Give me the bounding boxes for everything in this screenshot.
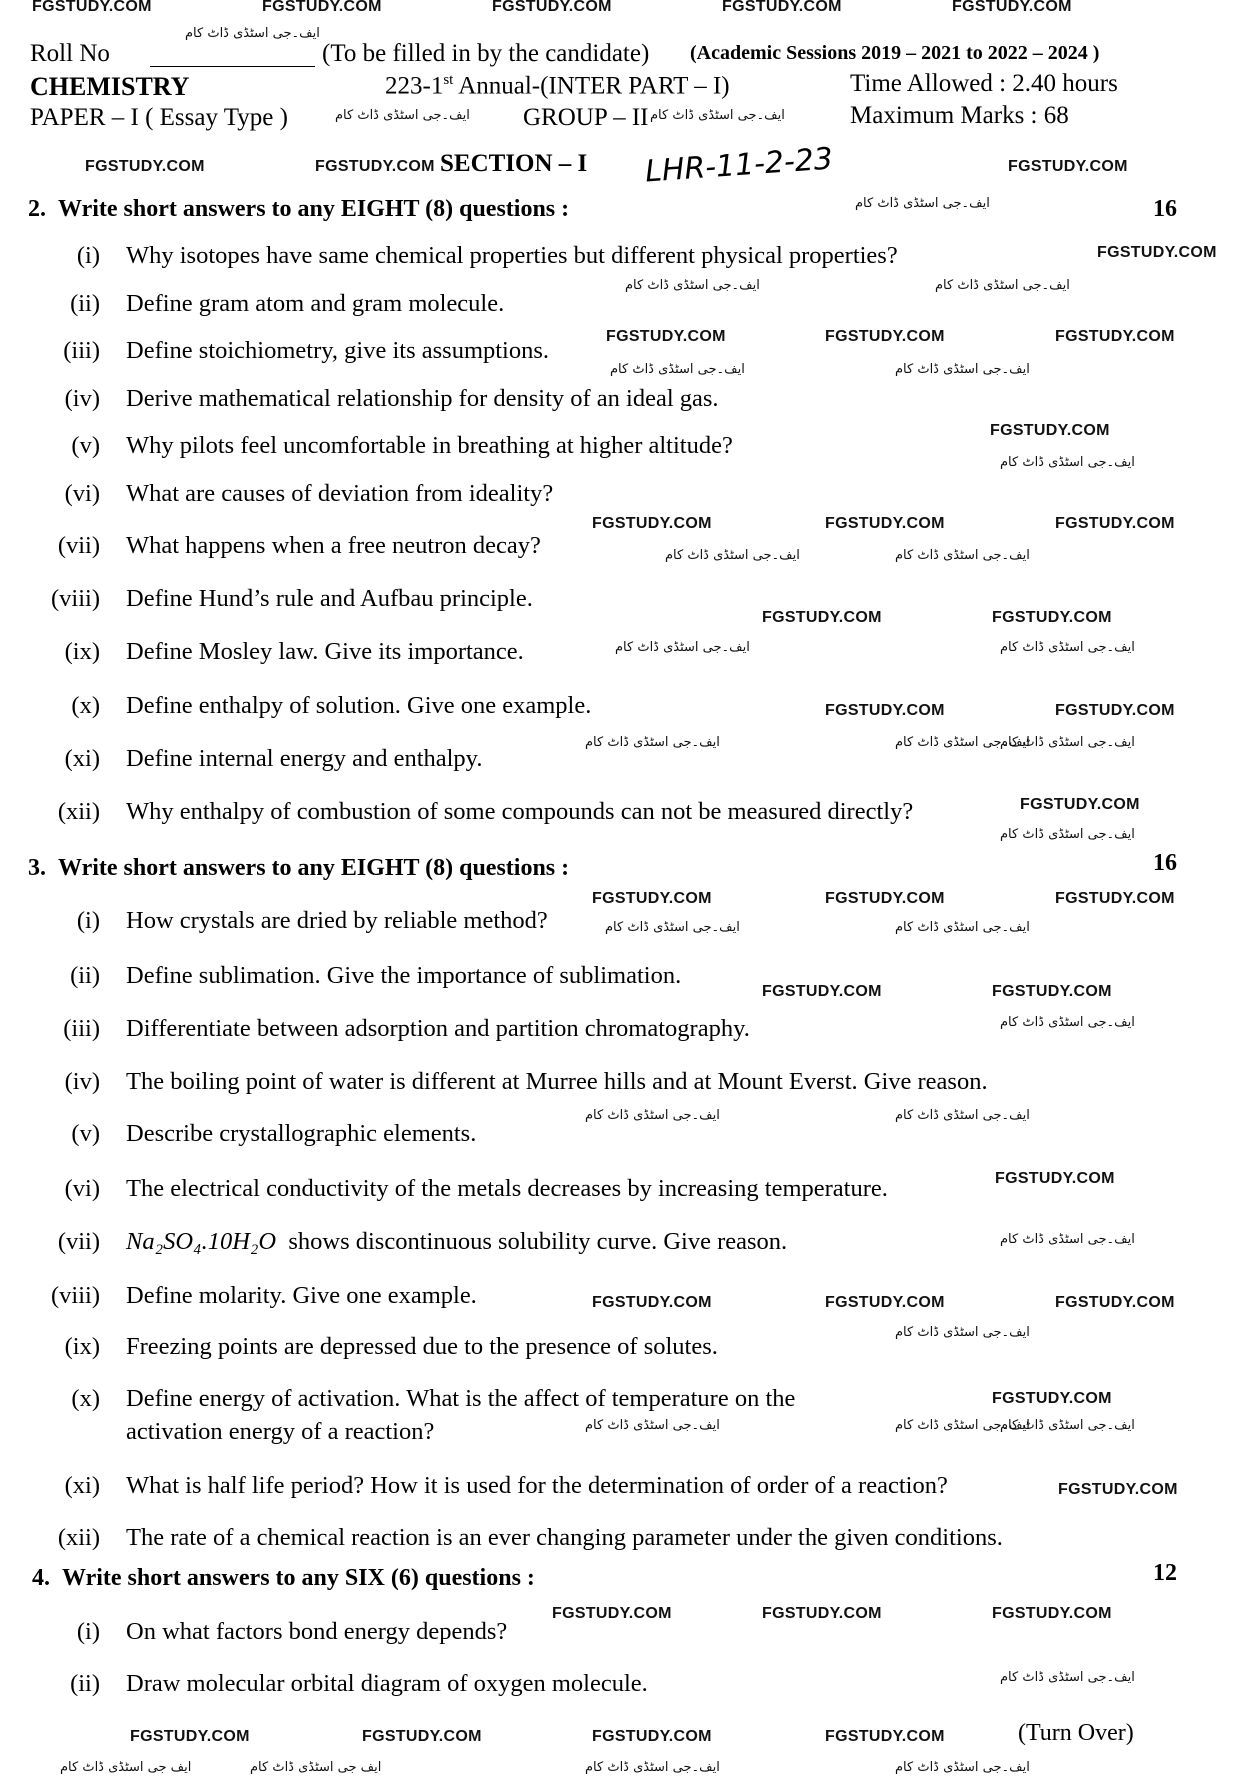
group-label: GROUP – II — [523, 104, 649, 131]
watermark: FGSTUDY.COM — [1008, 158, 1128, 175]
watermark: FGSTUDY.COM — [606, 328, 726, 345]
part-text: Define Hund’s rule and Aufbau principle. — [126, 585, 533, 612]
question-2-part — [40, 480, 1210, 514]
part-number: (iii) — [63, 337, 100, 364]
watermark: FGSTUDY.COM — [995, 1170, 1115, 1187]
question-2-part — [40, 385, 1210, 419]
watermark: FGSTUDY.COM — [592, 515, 712, 532]
watermark-urdu: ایف۔جی اسٹڈی ڈاٹ کام — [1000, 1015, 1135, 1030]
watermark: FGSTUDY.COM — [825, 702, 945, 719]
watermark-urdu: ایف۔جی اسٹڈی ڈاٹ کام — [615, 640, 750, 655]
part-text: How crystals are dried by reliable method? — [126, 907, 548, 934]
academic-sessions: (Academic Sessions 2019 – 2021 to 2022 – 2024 ) — [690, 42, 1100, 64]
part-number: (viii) — [51, 585, 100, 612]
watermark-urdu: ایف۔جی اسٹڈی ڈاٹ کام — [1000, 735, 1135, 750]
watermark-urdu: ایف۔جی اسٹڈی ڈاٹ کام — [1000, 827, 1135, 842]
part-text: The boiling point of water is different at Murree hills and at Mount Everst. Give reason. — [126, 1068, 988, 1095]
part-text: What are causes of deviation from ideality? — [126, 480, 554, 507]
watermark-urdu: ایف۔جی اسٹڈی ڈاٹ کام — [895, 1325, 1030, 1340]
part-text: Why isotopes have same chemical properties but different physical properties? — [126, 242, 898, 269]
question-3-heading: 3. Write short answers to any EIGHT (8) questions : — [28, 855, 570, 881]
watermark: FGSTUDY.COM — [825, 328, 945, 345]
part-number: (viii) — [51, 1282, 100, 1309]
watermark-urdu: ایف۔جی اسٹڈی ڈاٹ کام — [895, 548, 1030, 563]
watermark: FGSTUDY.COM — [1055, 890, 1175, 907]
question-2-part — [40, 290, 1210, 324]
watermark-urdu: ایف جی اسٹڈی ڈاٹ کام — [60, 1760, 192, 1775]
roll-no-label: Roll No — [30, 40, 110, 67]
watermark: FGSTUDY.COM — [1055, 328, 1175, 345]
question-4-heading: 4. Write short answers to any SIX (6) questions : — [32, 1565, 535, 1591]
watermark: FGSTUDY.COM — [825, 1294, 945, 1311]
part-text: Draw molecular orbital diagram of oxygen molecule. — [126, 1670, 648, 1697]
part-text: Differentiate between adsorption and partition chromatography. — [126, 1015, 750, 1042]
watermark-urdu: ایف۔جی اسٹڈی ڈاٹ کام — [1000, 640, 1135, 655]
part-number: (v) — [71, 432, 100, 459]
part-text: Derive mathematical relationship for density of an ideal gas. — [126, 385, 719, 412]
part-text: Why pilots feel uncomfortable in breathing at higher altitude? — [126, 432, 733, 459]
part-number: (xi) — [64, 745, 100, 772]
watermark: FGSTUDY.COM — [992, 1605, 1112, 1622]
watermark-urdu: ایف۔جی اسٹڈی ڈاٹ کام — [665, 548, 800, 563]
subject-title: CHEMISTRY — [30, 72, 190, 101]
watermark: FGSTUDY.COM — [85, 158, 205, 175]
watermark: FGSTUDY.COM — [1055, 1294, 1175, 1311]
question-2-part — [40, 242, 1210, 276]
part-number: (xi) — [64, 1472, 100, 1499]
watermark: FGSTUDY.COM — [1020, 796, 1140, 813]
watermark: FGSTUDY.COM — [825, 890, 945, 907]
watermark-urdu: ایف۔جی اسٹڈی ڈاٹ کام — [585, 1108, 720, 1123]
part-number: (vi) — [64, 1175, 100, 1202]
part-text: Describe crystallographic elements. — [126, 1120, 477, 1147]
watermark-urdu: ایف۔جی اسٹڈی ڈاٹ کام — [895, 1108, 1030, 1123]
question-3-part — [40, 1524, 1210, 1558]
part-number: (ix) — [64, 1333, 100, 1360]
watermark: FGSTUDY.COM — [990, 422, 1110, 439]
part-text: Define molarity. Give one example. — [126, 1282, 477, 1309]
part-number: (i) — [76, 907, 100, 934]
handwritten-note: LHR-11-2-23 — [644, 141, 835, 190]
part-number: (ii) — [70, 290, 100, 317]
watermark: FGSTUDY.COM — [825, 515, 945, 532]
part-text: Define internal energy and enthalpy. — [126, 745, 483, 772]
watermark: FGSTUDY.COM — [762, 1605, 882, 1622]
watermark-urdu: ایف۔جی اسٹڈی ڈاٹ کام — [895, 1418, 1030, 1433]
watermark-urdu: ایف۔جی اسٹڈی ڈاٹ کام — [585, 735, 720, 750]
part-number: (v) — [71, 1120, 100, 1147]
watermark-urdu: ایف۔جی اسٹڈی ڈاٹ کام — [585, 1418, 720, 1433]
watermark: FGSTUDY.COM — [592, 1728, 712, 1745]
part-number: (x) — [71, 692, 100, 719]
chemical-formula: Na₂SO₄.10H₂O — [126, 1228, 277, 1255]
part-text: Define Mosley law. Give its importance. — [126, 638, 524, 665]
watermark-urdu: ایف۔جی اسٹڈی ڈاٹ کام — [1000, 1670, 1135, 1685]
paper-type: PAPER – I ( Essay Type ) — [30, 104, 288, 131]
watermark-urdu: ایف۔جی اسٹڈی ڈاٹ کام — [650, 108, 785, 123]
watermark: FGSTUDY.COM — [1058, 1481, 1178, 1498]
part-number: (iv) — [64, 1068, 100, 1095]
part-text: activation energy of a reaction? — [126, 1418, 435, 1445]
question-3-part — [40, 1120, 1210, 1154]
part-text: The rate of a chemical reaction is an ever changing parameter under the given conditions. — [126, 1524, 1003, 1551]
watermark-urdu: ایف۔جی اسٹڈی ڈاٹ کام — [855, 196, 990, 211]
watermark: FGSTUDY.COM — [362, 1728, 482, 1745]
question-4-marks: 12 — [1153, 1560, 1177, 1586]
watermark-urdu: ایف۔جی اسٹڈی ڈاٹ کام — [935, 278, 1070, 293]
part-text: Define energy of activation. What is the affect of temperature on the — [126, 1385, 796, 1412]
roll-no-blank — [150, 66, 315, 67]
time-allowed: Time Allowed : 2.40 hours — [850, 70, 1118, 97]
watermark-urdu: ایف۔جی اسٹڈی ڈاٹ کام — [895, 920, 1030, 935]
question-2-part — [40, 745, 1210, 779]
part-text: On what factors bond energy depends? — [126, 1618, 508, 1645]
part-number: (ii) — [70, 962, 100, 989]
question-2-marks: 16 — [1153, 196, 1177, 222]
watermark: FGSTUDY.COM — [762, 983, 882, 1000]
part-number: (iii) — [63, 1015, 100, 1042]
part-number: (ii) — [70, 1670, 100, 1697]
part-number: (x) — [71, 1385, 100, 1412]
part-number: (i) — [76, 1618, 100, 1645]
part-number: (vi) — [64, 480, 100, 507]
watermark: FGSTUDY.COM — [992, 983, 1112, 1000]
watermark: FGSTUDY.COM — [762, 609, 882, 626]
question-4-part — [40, 1618, 1210, 1652]
part-text: The electrical conductivity of the metals decreases by increasing temperature. — [126, 1175, 888, 1202]
part-number: (iv) — [64, 385, 100, 412]
watermark: FGSTUDY.COM — [992, 1390, 1112, 1407]
watermark: FGSTUDY.COM — [952, 0, 1072, 15]
watermark: FGSTUDY.COM — [492, 0, 612, 15]
watermark-urdu: ایف۔جی اسٹڈی ڈاٹ کام — [585, 1760, 720, 1775]
question-2-heading: 2. Write short answers to any EIGHT (8) questions : — [28, 196, 570, 222]
watermark: FGSTUDY.COM — [32, 0, 152, 15]
watermark: FGSTUDY.COM — [1055, 702, 1175, 719]
part-number: (vii) — [57, 1228, 100, 1255]
part-text: Freezing points are depressed due to the presence of solutes. — [126, 1333, 718, 1360]
watermark: FGSTUDY.COM — [992, 609, 1112, 626]
watermark: FGSTUDY.COM — [722, 0, 842, 15]
watermark-urdu: ایف۔جی اسٹڈی ڈاٹ کام — [895, 1760, 1030, 1775]
part-number: (xii) — [57, 1524, 100, 1551]
part-number: (ix) — [64, 638, 100, 665]
watermark-urdu: ایف۔جی اسٹڈی ڈاٹ کام — [1000, 455, 1135, 470]
watermark-urdu: ایف جی اسٹڈی ڈاٹ کام — [250, 1760, 382, 1775]
watermark: FGSTUDY.COM — [592, 1294, 712, 1311]
watermark-urdu: ایف۔جی اسٹڈی ڈاٹ کام — [185, 26, 320, 41]
watermark-urdu: ایف۔جی اسٹڈی ڈاٹ کام — [895, 362, 1030, 377]
question-3-marks: 16 — [1153, 850, 1177, 876]
watermark: FGSTUDY.COM — [592, 890, 712, 907]
part-number: (vii) — [57, 532, 100, 559]
exam-title: 223-1st Annual-(INTER PART – I) — [385, 72, 730, 100]
question-2-part — [40, 692, 1210, 726]
part-text: Na₂SO₄.10H₂O shows discontinuous solubility curve. Give reason. — [126, 1228, 788, 1255]
watermark: FGSTUDY.COM — [1097, 244, 1217, 261]
section-title: SECTION – I — [440, 150, 588, 177]
watermark-urdu: ایف۔جی اسٹڈی ڈاٹ کام — [610, 362, 745, 377]
watermark-urdu: ایف۔جی اسٹڈی ڈاٹ کام — [605, 920, 740, 935]
maximum-marks: Maximum Marks : 68 — [850, 102, 1069, 129]
part-text: Define gram atom and gram molecule. — [126, 290, 505, 317]
question-3-part — [40, 1333, 1210, 1367]
part-number: (xii) — [57, 798, 100, 825]
watermark: FGSTUDY.COM — [552, 1605, 672, 1622]
watermark-urdu: ایف۔جی اسٹڈی ڈاٹ کام — [625, 278, 760, 293]
part-number: (i) — [76, 242, 100, 269]
watermark: FGSTUDY.COM — [315, 158, 435, 175]
question-3-part — [40, 1472, 1210, 1506]
turn-over-note: (Turn Over) — [1018, 1720, 1134, 1746]
watermark-urdu: ایف۔جی اسٹڈی ڈاٹ کام — [1000, 1232, 1135, 1247]
question-2-part — [40, 532, 1210, 566]
watermark-urdu: ایف۔جی اسٹڈی ڈاٹ کام — [1000, 1418, 1135, 1433]
watermark: FGSTUDY.COM — [825, 1728, 945, 1745]
part-text: What happens when a free neutron decay? — [126, 532, 541, 559]
question-3-part — [40, 1068, 1210, 1102]
part-text: Why enthalpy of combustion of some compounds can not be measured directly? — [126, 798, 914, 825]
watermark: FGSTUDY.COM — [262, 0, 382, 15]
watermark-urdu: ایف۔جی اسٹڈی ڈاٹ کام — [895, 735, 1030, 750]
part-text: Define enthalpy of solution. Give one example. — [126, 692, 592, 719]
part-text: What is half life period? How it is used for the determination of order of a reaction? — [126, 1472, 948, 1499]
part-text: Define sublimation. Give the importance of sublimation. — [126, 962, 682, 989]
part-text: Define stoichiometry, give its assumptions. — [126, 337, 550, 364]
watermark: FGSTUDY.COM — [130, 1728, 250, 1745]
watermark-urdu: ایف۔جی اسٹڈی ڈاٹ کام — [335, 108, 470, 123]
watermark: FGSTUDY.COM — [1055, 515, 1175, 532]
fill-note: (To be filled in by the candidate) — [322, 40, 650, 67]
